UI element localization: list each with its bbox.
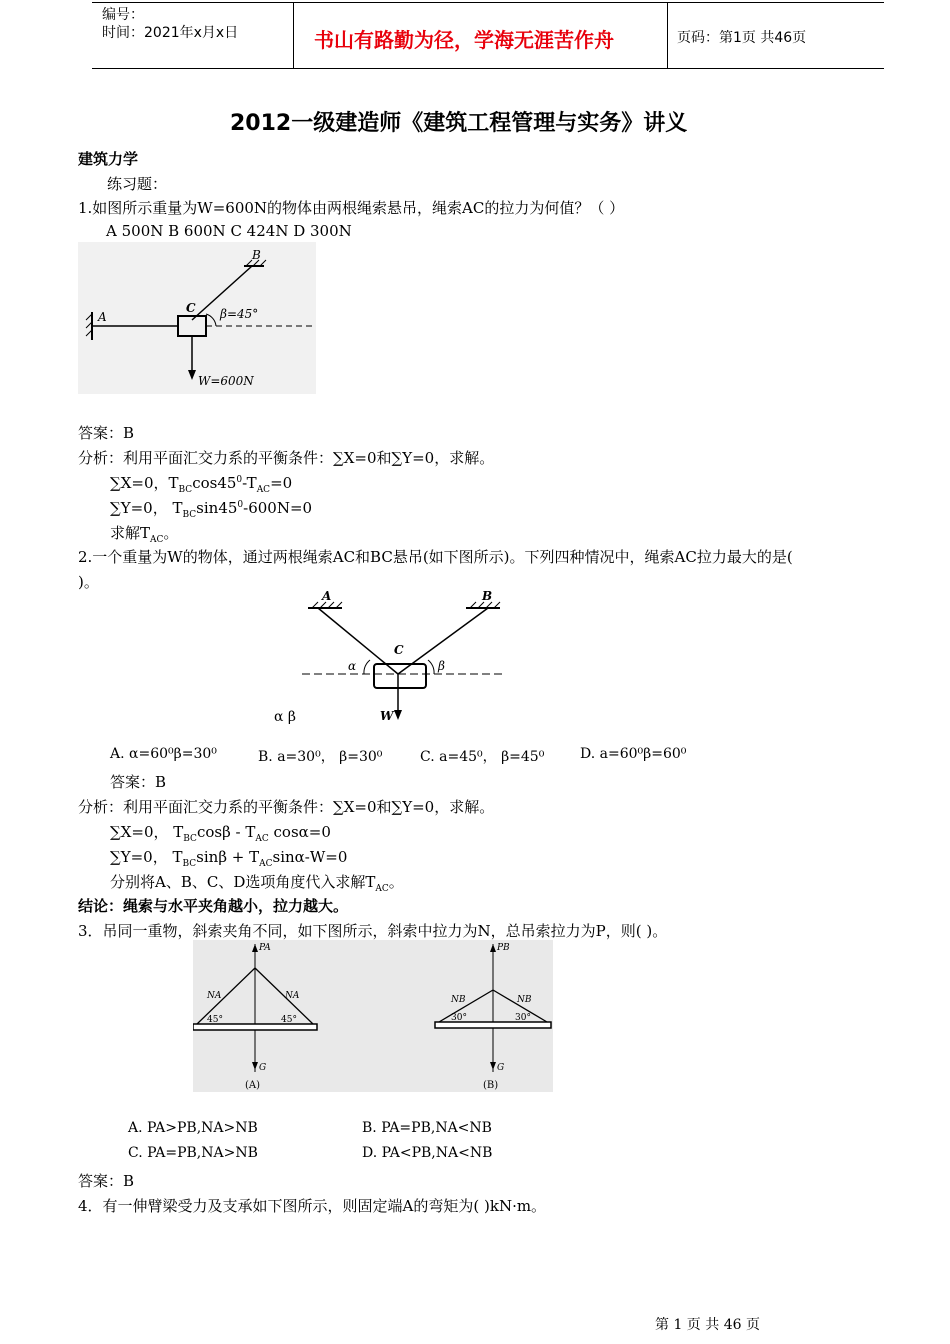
q3-label-pa: PA bbox=[259, 943, 271, 953]
q2-analysis: 分析：利用平面汇交力系的平衡条件：∑X=0和∑Y=0，求解。 bbox=[78, 798, 495, 816]
q1-figure bbox=[78, 242, 316, 394]
q1-eq1-sub-ac: AC bbox=[256, 485, 271, 495]
q4-stem: 4．有一伸臂梁受力及支承如下图所示，则固定端A的弯矩为( )kN·m。 bbox=[78, 1197, 547, 1215]
q3-label-pb: PB bbox=[497, 943, 510, 953]
q2-solve-end: 。 bbox=[388, 873, 404, 891]
q2-stem-line1: 2.一个重量为W的物体，通过两根绳索AC和BC悬吊(如下图所示)。下列四种情况中，绳索AC拉力最大的是( bbox=[78, 548, 793, 566]
q2-label-b: B bbox=[482, 589, 493, 603]
q2-eq1-part: ∑X=0， T bbox=[110, 823, 184, 841]
q1-solve-text: 求解T bbox=[110, 524, 151, 542]
q2-eq1-sub-ac: AC bbox=[255, 834, 269, 844]
q3-option-a: A. PA>PB,NA>NB bbox=[128, 1120, 258, 1136]
q1-eq2-sup: 0 bbox=[237, 500, 244, 510]
q3-option-b: B. PA=PB,NA<NB bbox=[362, 1120, 492, 1136]
q2-label-w: W bbox=[380, 709, 394, 723]
q1-figure-svg bbox=[78, 242, 316, 394]
q1-options: A 500N B 600N C 424N D 300N bbox=[106, 222, 352, 240]
q1-analysis: 分析：利用平面汇交力系的平衡条件：∑X=0和∑Y=0，求解。 bbox=[78, 449, 495, 467]
header-id-label: 编号： bbox=[102, 7, 144, 23]
q2-eq2-end: sinα-W=0 bbox=[272, 848, 348, 866]
header-divider-1 bbox=[293, 2, 294, 69]
q1-label-w: W=600N bbox=[198, 374, 254, 388]
header-divider-2 bbox=[667, 2, 668, 69]
q3-option-d: D. PA<PB,NA<NB bbox=[362, 1145, 493, 1161]
q2-figure bbox=[298, 584, 508, 726]
q1-answer: 答案：B bbox=[78, 424, 135, 442]
q1-label-beta: β=45° bbox=[220, 307, 259, 321]
q2-eq2-part: ∑Y=0， T bbox=[110, 848, 183, 866]
q3-label-nb-right: NB bbox=[517, 995, 532, 1005]
q1-solve-end: 。 bbox=[163, 524, 179, 542]
q2-label-beta: β bbox=[438, 659, 445, 673]
header-motto: 书山有路勤为径，学海无涯苦作舟 bbox=[314, 28, 614, 52]
q2-answer: 答案：B bbox=[110, 773, 167, 791]
q1-eq1-part: ∑X=0，T bbox=[110, 474, 179, 492]
header-bottom-rule bbox=[92, 68, 884, 69]
q1-solve bbox=[110, 522, 178, 545]
q2-equation-x bbox=[110, 821, 331, 844]
q2-alpha-beta-label: α β bbox=[274, 709, 296, 725]
q2-eq2-sub-ac: AC bbox=[259, 859, 273, 869]
q2-label-a: A bbox=[322, 589, 332, 603]
q1-label-c: C bbox=[186, 301, 196, 315]
section-heading: 建筑力学 bbox=[78, 150, 139, 168]
q3-angle-a-left: 45° bbox=[207, 1015, 223, 1025]
q1-solve-sub: AC bbox=[150, 535, 164, 545]
q2-solve bbox=[110, 871, 404, 894]
header-time: 时间：2021年x月x日 bbox=[102, 25, 239, 41]
q3-label-nb-left: NB bbox=[451, 995, 466, 1005]
q1-eq1-cos: cos45 bbox=[192, 474, 237, 492]
q3-label-na-right: NA bbox=[285, 991, 300, 1001]
q1-label-a: A bbox=[98, 310, 107, 324]
q3-figure-svg bbox=[193, 940, 553, 1092]
page-title: 2012一级建造师《建筑工程管理与实务》讲义 bbox=[230, 111, 688, 136]
q3-caption-b: (B) bbox=[483, 1080, 499, 1091]
q1-stem: 1.如图所示重量为W=600N的物体由两根绳索悬吊，绳索AC的拉力为何值？（ ） bbox=[78, 199, 625, 217]
q2-solve-text: 分别将A、B、C、D选项角度代入求解T bbox=[110, 873, 376, 891]
q1-equation-y bbox=[110, 497, 312, 520]
page-footer: 第 1 页 共 46 页 bbox=[655, 1317, 760, 1333]
q1-eq2-sub-bc: BC bbox=[182, 510, 197, 520]
q1-eq2-end: -600N=0 bbox=[243, 499, 313, 517]
q2-figure-svg bbox=[298, 584, 508, 726]
q1-label-b: B bbox=[252, 248, 261, 262]
q3-figure bbox=[193, 940, 553, 1092]
q3-answer: 答案：B bbox=[78, 1172, 135, 1190]
q2-solve-sub: AC bbox=[375, 884, 389, 894]
q3-option-c: C. PA=PB,NA>NB bbox=[128, 1145, 258, 1161]
q2-eq2-sub-bc: BC bbox=[182, 859, 197, 869]
q3-angle-b-right: 30° bbox=[515, 1013, 531, 1023]
q3-label-g-a: G bbox=[259, 1063, 267, 1073]
q3-label-g-b: G bbox=[497, 1063, 505, 1073]
q1-eq1-minus: -T bbox=[242, 474, 257, 492]
q2-equation-y bbox=[110, 846, 347, 869]
practice-label: 练习题： bbox=[107, 175, 168, 193]
q2-eq1-mid: cosβ - T bbox=[196, 823, 256, 841]
q2-label-c: C bbox=[394, 643, 404, 657]
q2-conclusion: 结论：绳索与水平夹角越小，拉力越大。 bbox=[78, 897, 349, 915]
q3-caption-a: (A) bbox=[245, 1080, 261, 1091]
header-top-rule bbox=[92, 2, 884, 3]
q3-angle-b-left: 30° bbox=[451, 1013, 467, 1023]
q1-equation-x bbox=[110, 472, 292, 495]
q1-eq2-sin: sin45 bbox=[196, 499, 238, 517]
q3-angle-a-right: 45° bbox=[281, 1015, 297, 1025]
q2-eq1-sub-bc: BC bbox=[183, 834, 197, 844]
q1-eq1-sup: 0 bbox=[236, 475, 243, 485]
q2-option-d: D. a=60⁰β=60⁰ bbox=[580, 746, 687, 762]
q2-option-b: B. a=30⁰， β=30⁰ bbox=[258, 749, 383, 765]
q2-stem-line2: )。 bbox=[78, 573, 99, 591]
q1-eq1-end: =0 bbox=[270, 474, 293, 492]
q3-stem: 3．吊同一重物，斜索夹角不同，如下图所示，斜索中拉力为N，总吊索拉力为P，则( )。 bbox=[78, 922, 668, 940]
q3-label-na-left: NA bbox=[207, 991, 222, 1001]
q2-option-a: A. α=60⁰β=30⁰ bbox=[110, 746, 217, 762]
q2-eq1-end: cosα=0 bbox=[268, 823, 331, 841]
header-page-info: 页码：第1页 共46页 bbox=[677, 30, 807, 46]
q2-option-c: C. a=45⁰， β=45⁰ bbox=[420, 749, 545, 765]
q1-eq1-sub-bc: BC bbox=[178, 485, 193, 495]
q2-label-alpha: α bbox=[348, 659, 357, 673]
q2-eq2-mid: sinβ + T bbox=[196, 848, 260, 866]
q1-eq2-part: ∑Y=0， T bbox=[110, 499, 183, 517]
